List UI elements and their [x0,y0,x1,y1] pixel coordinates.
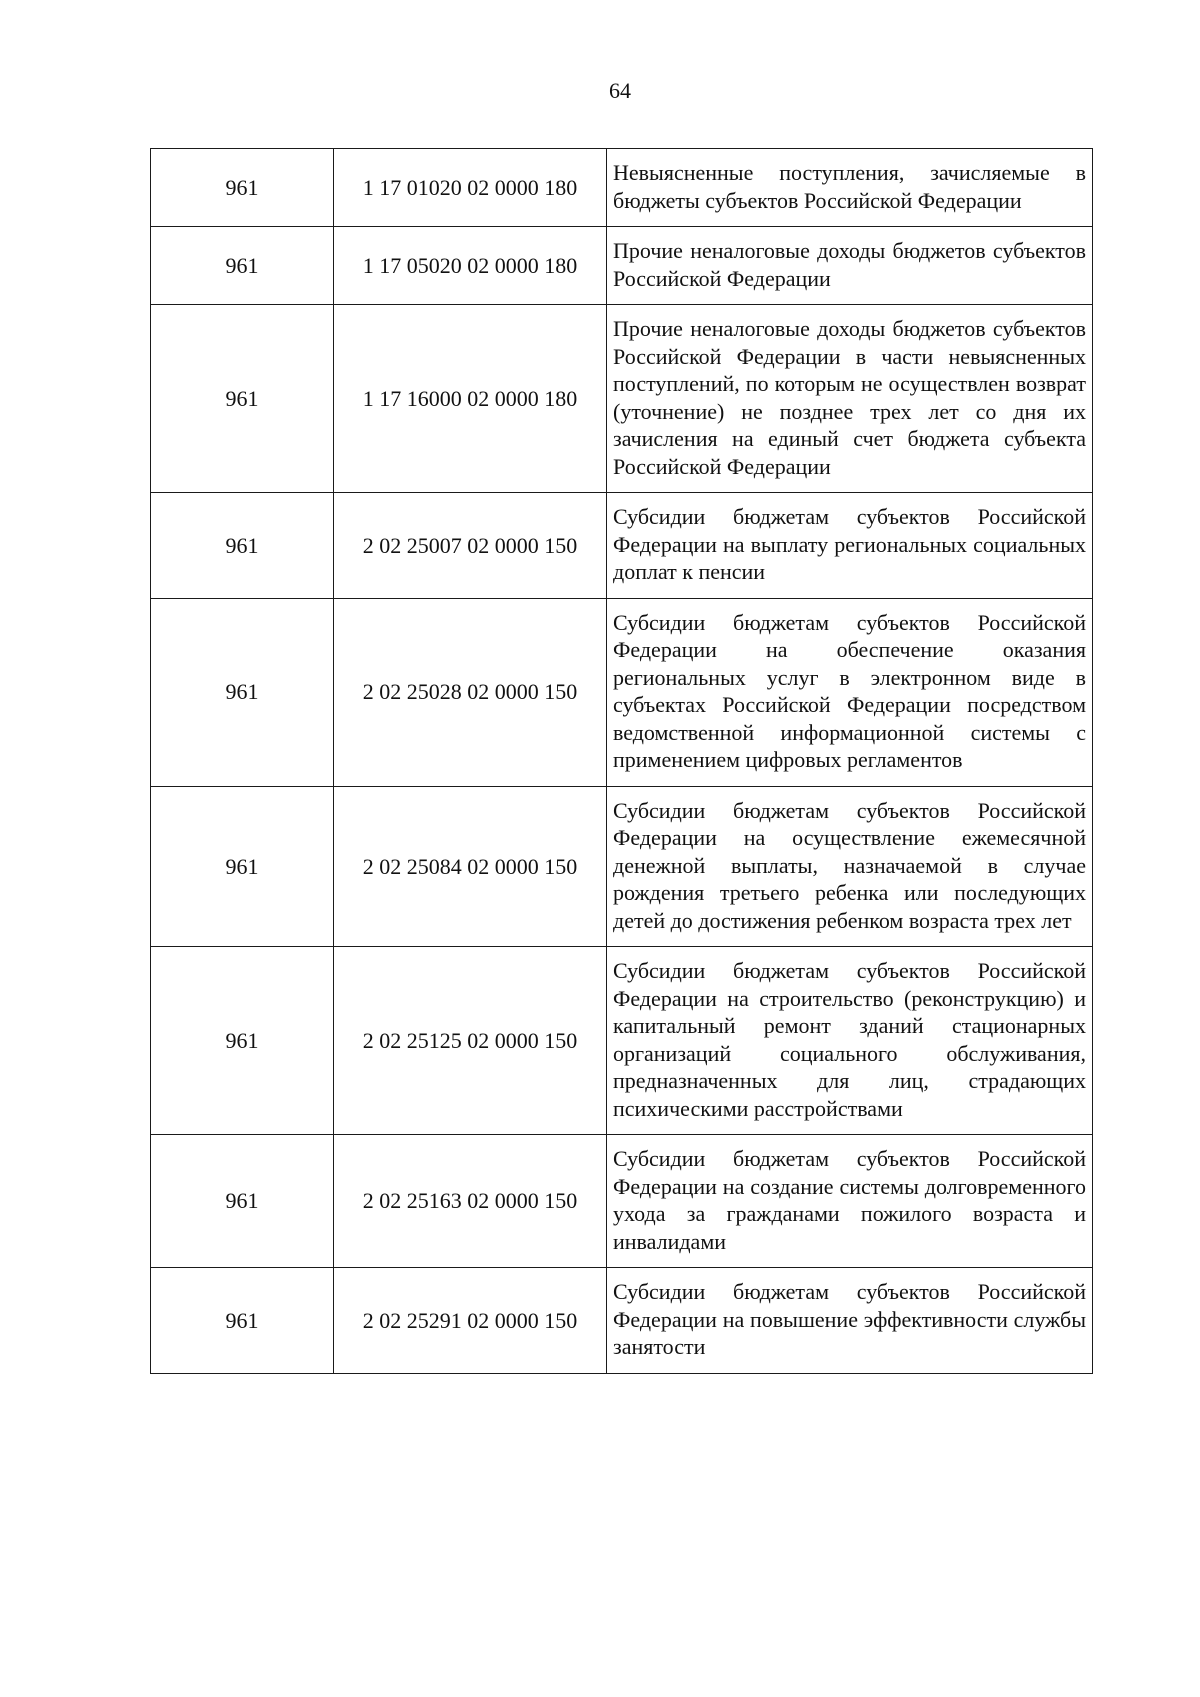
admin-code-cell: 961 [151,227,334,305]
table-row [151,1268,1093,1374]
budget-code-cell: 1 17 05020 02 0000 180 [334,227,607,305]
budget-code-cell: 1 17 01020 02 0000 180 [334,149,607,227]
revenue-name-cell: Прочие неналоговые доходы бюджетов субъектов Российской Федерации в части невыясненных поступлений, по которым не осуществлен возврат (уточнение) не позднее трех лет со дня их зачисления на единый счет бюджета субъекта Российской Федерации [607,305,1093,493]
admin-code-cell: 961 [151,598,334,786]
table-row [151,947,1093,1135]
table-row [151,786,1093,947]
table-row [151,149,1093,227]
table-row [151,227,1093,305]
revenue-name-cell: Субсидии бюджетам субъектов Российской Федерации на строительство (реконструкцию) и капитальный ремонт зданий стационарных организаций социального обслуживания, предназначенных для лиц, страдающих психическими расстройствами [607,947,1093,1135]
revenue-name-cell: Субсидии бюджетам субъектов Российской Федерации на повышение эффективности службы занятости [607,1268,1093,1374]
budget-revenue-table [150,148,1093,1374]
admin-code-cell: 961 [151,786,334,947]
admin-code-cell: 961 [151,1268,334,1374]
revenue-name-cell: Субсидии бюджетам субъектов Российской Федерации на создание системы долговременного ухода за гражданами пожилого возраста и инвалидами [607,1135,1093,1268]
admin-code-cell: 961 [151,305,334,493]
revenue-name-cell: Прочие неналоговые доходы бюджетов субъектов Российской Федерации [607,227,1093,305]
admin-code-cell: 961 [151,1135,334,1268]
table-row [151,305,1093,493]
budget-code-cell: 2 02 25291 02 0000 150 [334,1268,607,1374]
table-row [151,1135,1093,1268]
admin-code-cell: 961 [151,149,334,227]
admin-code-cell: 961 [151,493,334,599]
admin-code-cell: 961 [151,947,334,1135]
budget-code-cell: 2 02 25007 02 0000 150 [334,493,607,599]
revenue-name-cell: Субсидии бюджетам субъектов Российской Федерации на обеспечение оказания региональных услуг в электронном виде в субъектах Российской Федерации посредством ведомственной информационной системы с применением цифровых регламентов [607,598,1093,786]
revenue-name-cell: Невыясненные поступления, зачисляемые в бюджеты субъектов Российской Федерации [607,149,1093,227]
table-row [151,598,1093,786]
table-row [151,493,1093,599]
budget-code-cell: 2 02 25125 02 0000 150 [334,947,607,1135]
revenue-name-cell: Субсидии бюджетам субъектов Российской Федерации на выплату региональных социальных доплат к пенсии [607,493,1093,599]
page-number: 64 [609,78,631,103]
budget-code-cell: 1 17 16000 02 0000 180 [334,305,607,493]
budget-code-cell: 2 02 25028 02 0000 150 [334,598,607,786]
revenue-name-cell: Субсидии бюджетам субъектов Российской Федерации на осуществление ежемесячной денежной выплаты, назначаемой в случае рождения третьего ребенка или последующих детей до достижения ребенком возраста трех лет [607,786,1093,947]
budget-code-cell: 2 02 25163 02 0000 150 [334,1135,607,1268]
budget-code-cell: 2 02 25084 02 0000 150 [334,786,607,947]
